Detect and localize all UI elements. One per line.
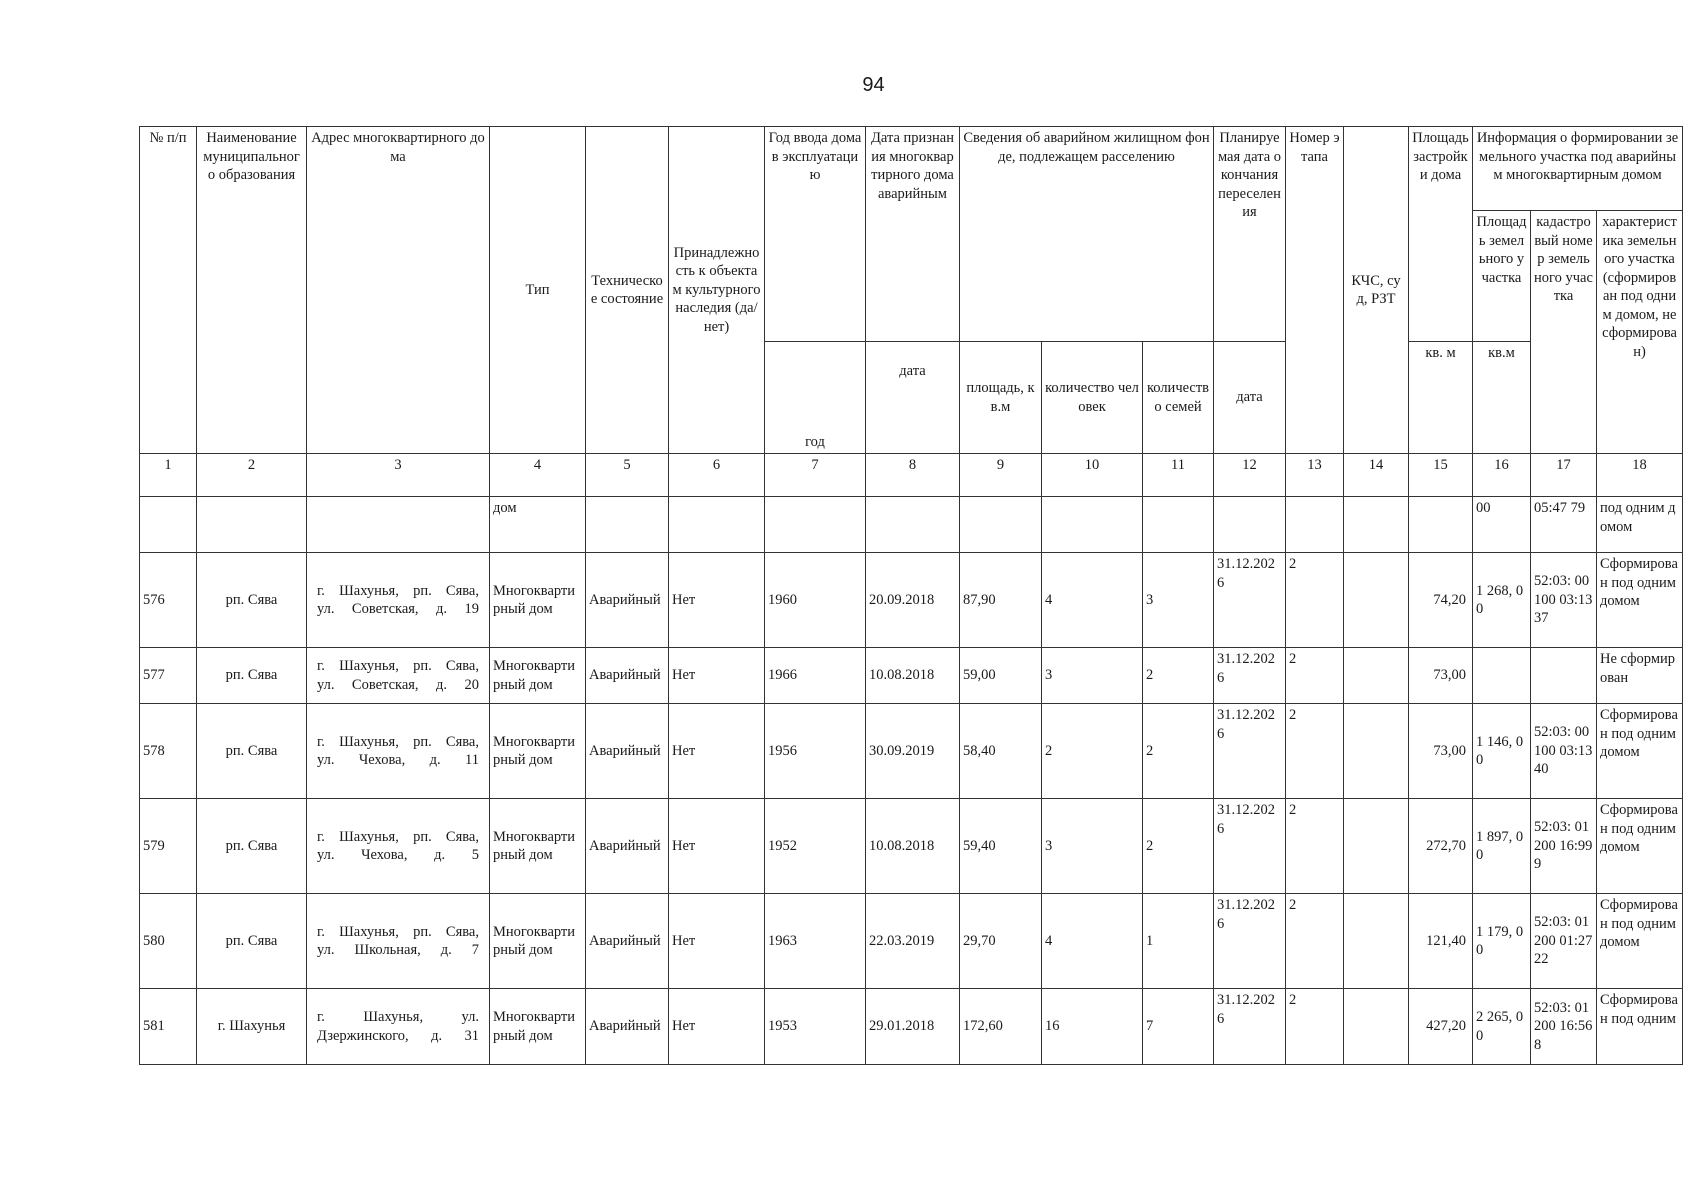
- kchs: [1344, 894, 1409, 989]
- row-number: 581: [140, 989, 197, 1065]
- stage: 2: [1286, 648, 1344, 704]
- condition: Аварийный: [586, 704, 669, 799]
- column-number: 15: [1409, 454, 1473, 497]
- header-date-sub: дата: [866, 342, 960, 454]
- emergency-housing-table: [139, 126, 1683, 1065]
- land-area: 1 897, 00: [1473, 799, 1531, 894]
- column-number: 7: [765, 454, 866, 497]
- table-row: [140, 704, 1683, 799]
- building-area: 74,20: [1409, 553, 1473, 648]
- people-count: 4: [1042, 553, 1143, 648]
- cadastral-number: 52:03: 00100 03:13 40: [1531, 704, 1597, 799]
- table-row: [140, 799, 1683, 894]
- address: [307, 553, 490, 648]
- column-number: 3: [307, 454, 490, 497]
- header-area: площадь, кв.м: [960, 342, 1042, 454]
- address-line: г. Шахунья, рп. Сява,: [317, 582, 479, 599]
- year-built: 1956: [765, 704, 866, 799]
- row-number: 579: [140, 799, 197, 894]
- year-built: 1963: [765, 894, 866, 989]
- municipality: рп. Сява: [197, 704, 307, 799]
- people-count: 2: [1042, 704, 1143, 799]
- row-number: 576: [140, 553, 197, 648]
- header-num: № п/п: [140, 127, 197, 454]
- condition: Аварийный: [586, 799, 669, 894]
- header-stage: Номер этапа: [1286, 127, 1344, 454]
- year-built: 1960: [765, 553, 866, 648]
- condition: Аварийный: [586, 553, 669, 648]
- date-recognized: 22.03.2019: [866, 894, 960, 989]
- cadastral-number: 52:03: 01200 01:27 22: [1531, 894, 1597, 989]
- cadastral-number: 52:03: 01200 16:56 8: [1531, 989, 1597, 1065]
- address-line: г. Шахунья, рп. Сява,: [317, 733, 479, 750]
- date-recognized: 30.09.2019: [866, 704, 960, 799]
- cadastral-number: 52:03: 00100 03:13 37: [1531, 553, 1597, 648]
- year-built: 1966: [765, 648, 866, 704]
- address: [307, 799, 490, 894]
- column-number: 12: [1214, 454, 1286, 497]
- column-number: 2: [197, 454, 307, 497]
- family-count: 1: [1143, 894, 1214, 989]
- land-characteristic: Сформирован под одним домом: [1597, 553, 1683, 648]
- condition: Аварийный: [586, 648, 669, 704]
- address: [307, 989, 490, 1065]
- column-number: 1: [140, 454, 197, 497]
- family-count: 7: [1143, 989, 1214, 1065]
- address-line: ул. Чехова, д. 5: [317, 847, 479, 863]
- column-number: 5: [586, 454, 669, 497]
- table-row: [140, 553, 1683, 648]
- building-area: 121,40: [1409, 894, 1473, 989]
- address-line: ул. Советская, д. 20: [317, 676, 479, 693]
- house-type: Многоквартирный дом: [490, 648, 586, 704]
- area: 87,90: [960, 553, 1042, 648]
- column-number: 9: [960, 454, 1042, 497]
- table-row: [140, 894, 1683, 989]
- header-people: количество человек: [1042, 342, 1143, 454]
- header-condition: Техническое состояние: [586, 127, 669, 454]
- page-number: 94: [862, 74, 885, 96]
- header-land-info: Информация о формировании земельного участка под аварийным многоквартирным домом: [1473, 127, 1683, 211]
- header-land-area-sub: кв.м: [1473, 342, 1531, 454]
- address: [307, 894, 490, 989]
- land-characteristic: Сформирован под одним домом: [1597, 704, 1683, 799]
- people-count: 3: [1042, 799, 1143, 894]
- stage: 2: [1286, 704, 1344, 799]
- heritage: Нет: [669, 894, 765, 989]
- column-number: 10: [1042, 454, 1143, 497]
- condition: Аварийный: [586, 989, 669, 1065]
- header-year: Год ввода дома в эксплуатацию: [765, 127, 866, 342]
- address-line: ул. Школьная, д. 7: [317, 942, 479, 958]
- people-count: 16: [1042, 989, 1143, 1065]
- area: 29,70: [960, 894, 1042, 989]
- date-recognized: 10.08.2018: [866, 648, 960, 704]
- cont-type: дом: [490, 497, 586, 553]
- heritage: Нет: [669, 799, 765, 894]
- stage: 2: [1286, 553, 1344, 648]
- land-area: 1 268, 00: [1473, 553, 1531, 648]
- area: 58,40: [960, 704, 1042, 799]
- header-year-sub: год: [765, 342, 866, 454]
- land-characteristic: Сформирован под одним: [1597, 989, 1683, 1065]
- column-number: 17: [1531, 454, 1597, 497]
- condition: Аварийный: [586, 894, 669, 989]
- address-line: г. Шахунья, рп. Сява,: [317, 828, 479, 845]
- house-type: Многоквартирный дом: [490, 799, 586, 894]
- header-emergency-fund: Сведения об аварийном жилищном фонде, подлежащем расселению: [960, 127, 1214, 342]
- header-building-area: Площадь застройки дома: [1409, 127, 1473, 342]
- column-number: 13: [1286, 454, 1344, 497]
- heritage: Нет: [669, 989, 765, 1065]
- family-count: 2: [1143, 799, 1214, 894]
- column-numbers-row: [140, 454, 1683, 497]
- stage: 2: [1286, 989, 1344, 1065]
- kchs: [1344, 553, 1409, 648]
- cont-land-area: 00: [1473, 497, 1531, 553]
- family-count: 2: [1143, 704, 1214, 799]
- heritage: Нет: [669, 648, 765, 704]
- row-number: 580: [140, 894, 197, 989]
- address: [307, 648, 490, 704]
- header-heritage: Принадлежность к объектам культурного наследия (да/нет): [669, 127, 765, 454]
- house-type: Многоквартирный дом: [490, 704, 586, 799]
- heritage: Нет: [669, 553, 765, 648]
- house-type: Многоквартирный дом: [490, 553, 586, 648]
- header-type: Тип: [490, 127, 586, 454]
- header-date-recognized: Дата признания многоквартирного дома аварийным: [866, 127, 960, 342]
- header-municipality: Наименование муниципального образования: [197, 127, 307, 454]
- column-number: 18: [1597, 454, 1683, 497]
- building-area: 73,00: [1409, 704, 1473, 799]
- planned-date: 31.12.2026: [1214, 553, 1286, 648]
- planned-date: 31.12.2026: [1214, 648, 1286, 704]
- land-area: [1473, 648, 1531, 704]
- column-number: 4: [490, 454, 586, 497]
- land-characteristic: Не сформирован: [1597, 648, 1683, 704]
- address-line: ул. Советская, д. 19: [317, 601, 479, 617]
- date-recognized: 10.08.2018: [866, 799, 960, 894]
- stage: 2: [1286, 894, 1344, 989]
- continuation-row: [140, 497, 1683, 553]
- header-building-area-sub: кв. м: [1409, 342, 1473, 454]
- header-cadastral: кадастровый номер земельного участка: [1531, 211, 1597, 454]
- people-count: 3: [1042, 648, 1143, 704]
- cadastral-number: 52:03: 01200 16:99 9: [1531, 799, 1597, 894]
- building-area: 73,00: [1409, 648, 1473, 704]
- planned-date: 31.12.2026: [1214, 894, 1286, 989]
- house-type: Многоквартирный дом: [490, 989, 586, 1065]
- address-line: Дзержинского, д. 31: [317, 1027, 479, 1044]
- date-recognized: 20.09.2018: [866, 553, 960, 648]
- land-area: 1 146, 00: [1473, 704, 1531, 799]
- kchs: [1344, 799, 1409, 894]
- header-land-char: характеристика земельного участка (сформирован под одним домом, не сформирован): [1597, 211, 1683, 454]
- planned-date: 31.12.2026: [1214, 704, 1286, 799]
- year-built: 1952: [765, 799, 866, 894]
- header-families: количество семей: [1143, 342, 1214, 454]
- cont-cadastral: 05:47 79: [1531, 497, 1597, 553]
- family-count: 3: [1143, 553, 1214, 648]
- municipality: рп. Сява: [197, 553, 307, 648]
- address-line: ул. Чехова, д. 11: [317, 752, 479, 768]
- address-line: г. Шахунья, рп. Сява,: [317, 658, 479, 674]
- heritage: Нет: [669, 704, 765, 799]
- kchs: [1344, 704, 1409, 799]
- house-type: Многоквартирный дом: [490, 894, 586, 989]
- municipality: рп. Сява: [197, 894, 307, 989]
- date-recognized: 29.01.2018: [866, 989, 960, 1065]
- row-number: 578: [140, 704, 197, 799]
- planned-date: 31.12.2026: [1214, 989, 1286, 1065]
- year-built: 1953: [765, 989, 866, 1065]
- land-area: 1 179, 00: [1473, 894, 1531, 989]
- header-planned-date-sub: дата: [1214, 342, 1286, 454]
- kchs: [1344, 989, 1409, 1065]
- address-line: г. Шахунья, рп. Сява,: [317, 923, 479, 940]
- table-row: [140, 989, 1683, 1065]
- area: 59,40: [960, 799, 1042, 894]
- building-area: 272,70: [1409, 799, 1473, 894]
- column-number: 11: [1143, 454, 1214, 497]
- stage: 2: [1286, 799, 1344, 894]
- cont-land-char: под одним домом: [1597, 497, 1683, 553]
- family-count: 2: [1143, 648, 1214, 704]
- kchs: [1344, 648, 1409, 704]
- address: [307, 704, 490, 799]
- table-row: [140, 648, 1683, 704]
- column-number: 14: [1344, 454, 1409, 497]
- address-line: г. Шахунья, ул.: [317, 1009, 479, 1025]
- planned-date: 31.12.2026: [1214, 799, 1286, 894]
- land-characteristic: Сформирован под одним домом: [1597, 894, 1683, 989]
- column-number: 16: [1473, 454, 1531, 497]
- people-count: 4: [1042, 894, 1143, 989]
- cadastral-number: [1531, 648, 1597, 704]
- area: 172,60: [960, 989, 1042, 1065]
- municipality: г. Шахунья: [197, 989, 307, 1065]
- municipality: рп. Сява: [197, 648, 307, 704]
- land-characteristic: Сформирован под одним домом: [1597, 799, 1683, 894]
- row-number: 577: [140, 648, 197, 704]
- municipality: рп. Сява: [197, 799, 307, 894]
- column-number: 6: [669, 454, 765, 497]
- land-area: 2 265, 00: [1473, 989, 1531, 1065]
- building-area: 427,20: [1409, 989, 1473, 1065]
- column-number: 8: [866, 454, 960, 497]
- header-kchs: КЧС, суд, РЗТ: [1344, 127, 1409, 454]
- area: 59,00: [960, 648, 1042, 704]
- header-land-area: Площадь земельного участка: [1473, 211, 1531, 342]
- header-planned-date: Планируемая дата окончания переселения: [1214, 127, 1286, 342]
- header-address: Адрес многоквартирного дома: [307, 127, 490, 454]
